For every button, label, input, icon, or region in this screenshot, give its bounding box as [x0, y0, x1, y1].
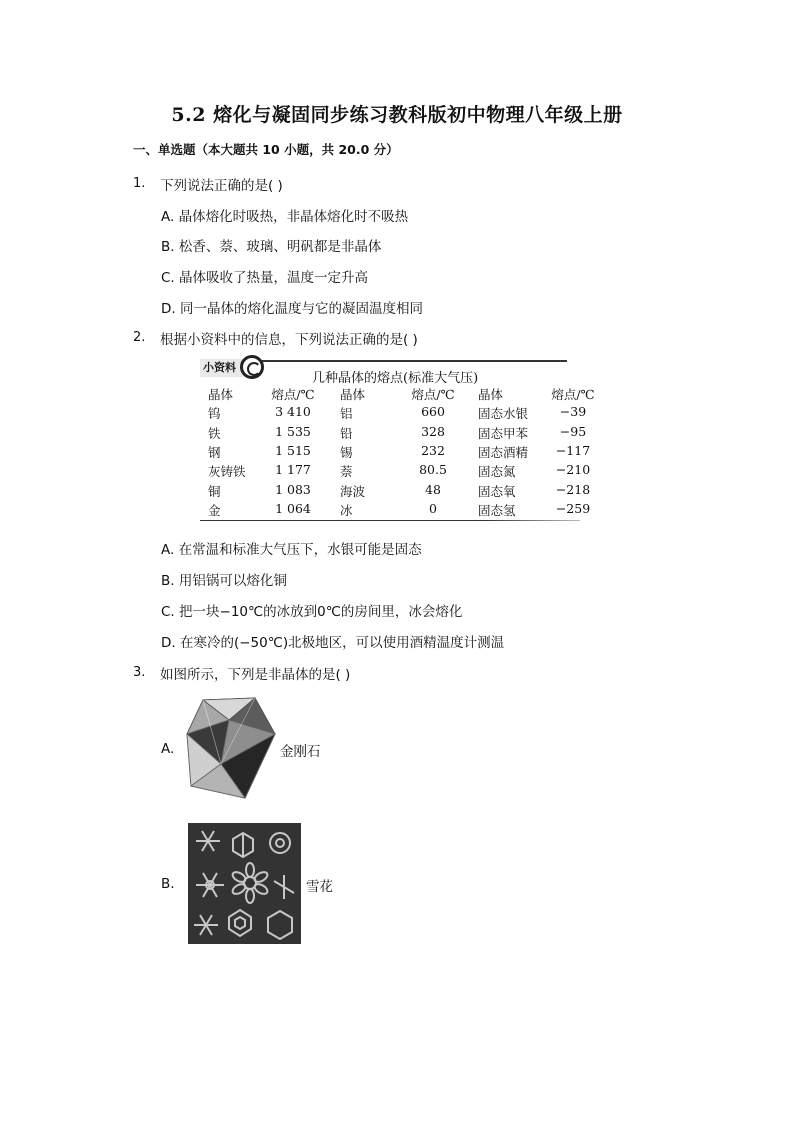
- melting-point-table: [200, 355, 595, 525]
- table-cell: 冰: [340, 502, 353, 518]
- table-cell: 固态水银: [478, 406, 529, 422]
- table-cell: 328: [421, 423, 445, 439]
- question-3-option-a-letter: A.: [161, 741, 175, 757]
- question-1-option-b: B. 松香、萘、玻璃、明矾都是非晶体: [161, 239, 382, 255]
- table-cell: 80.5: [419, 462, 447, 478]
- table-top-rule: [262, 360, 567, 362]
- table-header-cell: 熔点/℃: [271, 387, 315, 402]
- question-2-number: 2.: [133, 330, 146, 345]
- question-2-option-a: A. 在常温和标准大气压下，水银可能是固态: [161, 542, 422, 558]
- table-cell: 232: [421, 442, 445, 458]
- section-heading: 一、单选题（本大题共 10 小题，共 20.0 分）: [133, 142, 399, 157]
- table-cell: 铜: [208, 483, 221, 499]
- table-header-cell: 晶体: [340, 387, 366, 402]
- table-cell: −218: [555, 481, 591, 497]
- table-cell: 1 064: [275, 500, 311, 516]
- table-cell: −259: [555, 500, 591, 516]
- diamond-image: [185, 694, 277, 804]
- question-1-option-c: C. 晶体吸收了热量，温度一定升高: [161, 270, 369, 286]
- table-cell: 灰铸铁: [208, 464, 246, 480]
- table-cell: 1 535: [275, 423, 311, 439]
- table-cell: 铅: [340, 425, 353, 441]
- table-cell: −117: [555, 442, 591, 458]
- question-2-option-c: C. 把一块−10℃的冰放到0℃的房间里，冰会熔化: [161, 604, 463, 620]
- table-cell: 铁: [208, 425, 221, 441]
- document-title: 5.2 熔化与凝固同步练习教科版初中物理八年级上册: [171, 104, 623, 126]
- table-cell: 锡: [340, 444, 353, 460]
- question-1-number: 1.: [133, 176, 146, 191]
- table-cell: 1 177: [275, 462, 311, 478]
- table-header-cell: 熔点/℃: [551, 387, 595, 402]
- question-2-option-d: D. 在寒冷的(−50℃)北极地区，可以使用酒精温度计测温: [161, 635, 505, 651]
- question-1-option-d: D. 同一晶体的熔化温度与它的凝固温度相同: [161, 301, 423, 317]
- table-cell: −95: [559, 423, 587, 439]
- table-cell: 海波: [340, 483, 366, 499]
- info-swirl-icon: [240, 355, 264, 379]
- question-3-number: 3.: [133, 665, 146, 680]
- table-cell: 固态甲苯: [478, 425, 529, 441]
- table-cell: −39: [559, 404, 587, 420]
- question-3-option-b-caption: 雪花: [306, 879, 333, 895]
- table-title: 几种晶体的熔点(标准大气压): [312, 371, 479, 386]
- table-cell: −210: [555, 462, 591, 478]
- snowflake-image: [188, 823, 301, 944]
- table-bottom-rule: [200, 520, 580, 521]
- table-label: 小资料: [200, 359, 257, 377]
- table-header-cell: 晶体: [208, 387, 234, 402]
- question-2-option-b: B. 用铝锅可以熔化铜: [161, 573, 287, 589]
- table-cell: 660: [421, 404, 445, 420]
- table-header-cell: 熔点/℃: [411, 387, 455, 402]
- table-header-cell: 晶体: [478, 387, 504, 402]
- table-cell: 钨: [208, 406, 221, 422]
- table-cell: 固态氧: [478, 483, 516, 499]
- table-cell: 铝: [340, 406, 353, 422]
- question-3-option-a-caption: 金刚石: [280, 744, 321, 760]
- question-2-text: 根据小资料中的信息，下列说法正确的是( ): [160, 332, 418, 348]
- table-cell: 1 515: [275, 442, 311, 458]
- table-cell: 固态酒精: [478, 444, 529, 460]
- question-3-option-b-letter: B.: [161, 876, 175, 892]
- table-cell: 48: [425, 481, 441, 497]
- table-cell: 固态氮: [478, 464, 516, 480]
- table-cell: 固态氢: [478, 502, 516, 518]
- table-cell: 钢: [208, 444, 221, 460]
- table-cell: 3 410: [275, 404, 311, 420]
- table-cell: 萘: [340, 464, 353, 480]
- table-cell: 1 083: [275, 481, 311, 497]
- table-cell: 0: [429, 500, 437, 516]
- question-1-option-a: A. 晶体熔化时吸热，非晶体熔化时不吸热: [161, 209, 409, 225]
- question-1-text: 下列说法正确的是( ): [160, 178, 283, 194]
- table-cell: 金: [208, 502, 221, 518]
- question-3-text: 如图所示，下列是非晶体的是( ): [160, 667, 351, 683]
